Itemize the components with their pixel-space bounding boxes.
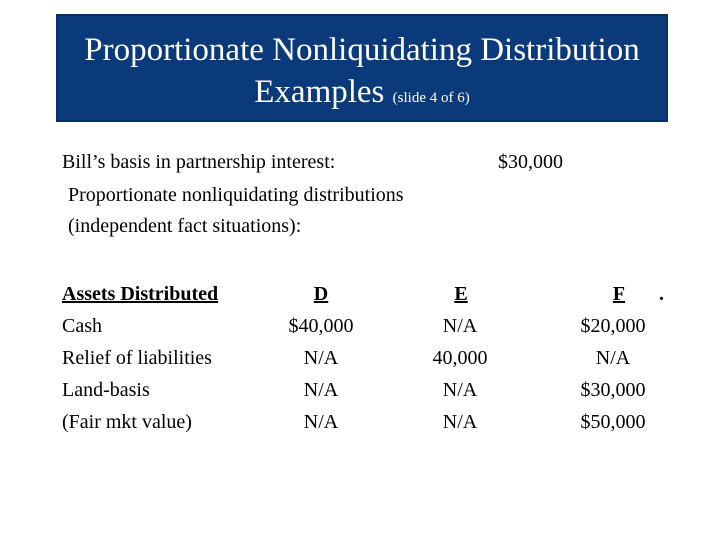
column-header-f: F . [612, 283, 664, 305]
table-row-label: Land-basis [62, 379, 150, 401]
column-header-d-label: D [313, 283, 329, 305]
basis-value: $30,000 [498, 151, 563, 173]
slide-number-label: (slide 4 of 6) [392, 90, 470, 106]
column-header-d [282, 282, 360, 306]
table-cell-d: $40,000 [288, 315, 354, 337]
table-cell-f: $50,000 [580, 411, 646, 433]
table-row-label: (Fair mkt value) [62, 411, 192, 433]
slide-title-line2 [58, 74, 666, 116]
table-cell-d: N/A [303, 347, 339, 369]
slide-title-examples: Examples [254, 74, 385, 110]
table-cell-e: 40,000 [432, 347, 488, 369]
table-cell-e: N/A [442, 411, 478, 433]
table-cell-f: $30,000 [580, 379, 646, 401]
table-cell-d: N/A [303, 379, 339, 401]
table-cell-f: $20,000 [580, 315, 646, 337]
table-row-label: Relief of liabilities [62, 347, 212, 369]
slide-title-banner [56, 14, 668, 122]
table-row-label: Cash [62, 315, 102, 337]
basis-label: Bill’s basis in partnership interest: [62, 151, 336, 173]
assets-distributed-header: Assets Distributed [62, 283, 219, 305]
slide-title-line1: Proportionate Nonliquidating Distribution [84, 32, 640, 68]
column-header-f-label: F [612, 283, 626, 305]
table-cell-e: N/A [442, 379, 478, 401]
table-cell-d: N/A [303, 411, 339, 433]
fact-situations-line: (independent fact situations): [68, 215, 302, 237]
column-header-e-label: E [454, 283, 468, 305]
table-cell-e: N/A [442, 315, 478, 337]
distributions-line: Proportionate nonliquidating distributions [68, 184, 404, 206]
column-header-e [425, 282, 497, 306]
table-cell-f: N/A [595, 347, 631, 369]
